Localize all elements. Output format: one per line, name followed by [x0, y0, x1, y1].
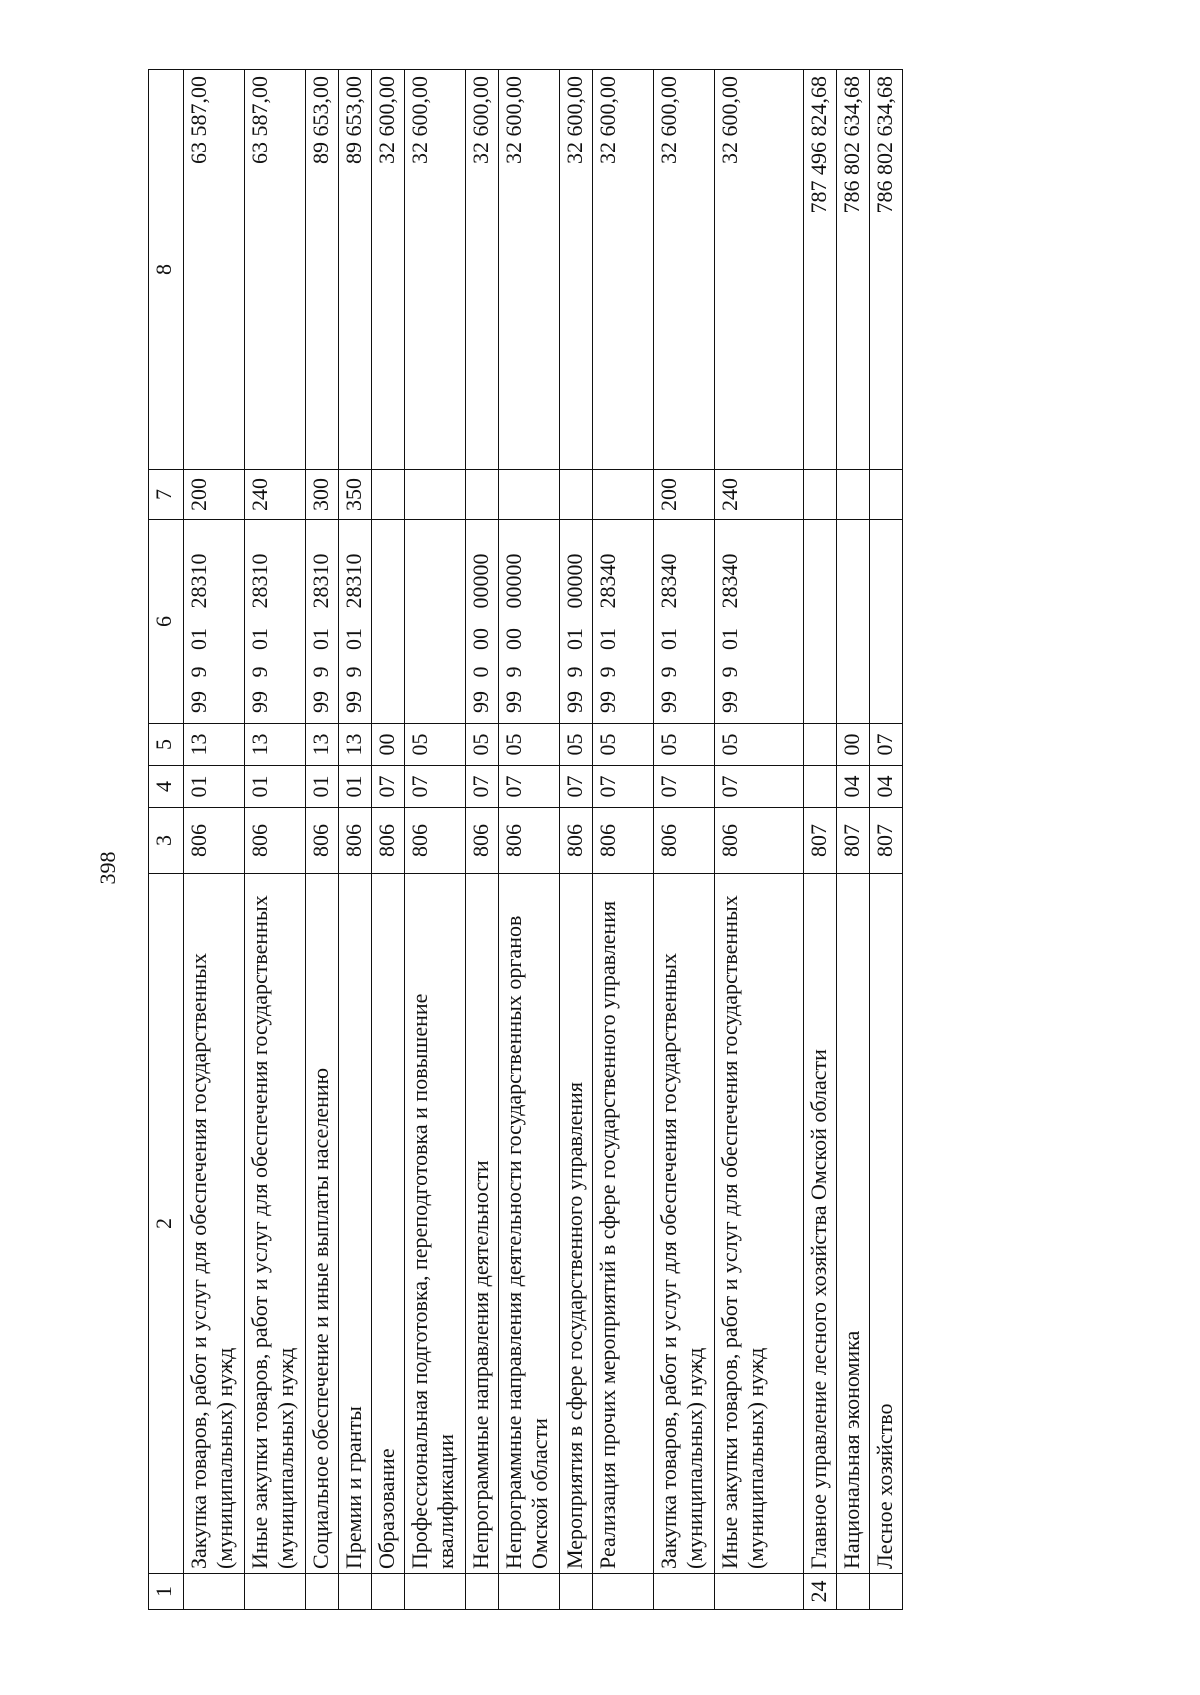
code-subsection: 00 — [837, 724, 870, 766]
code-target-article — [184, 520, 245, 724]
amount: 89 653,00 — [339, 70, 372, 470]
code-target-article — [245, 520, 306, 724]
code-subsection: 05 — [499, 724, 560, 766]
code-ministry: 806 — [245, 808, 306, 874]
amount: 63 587,00 — [245, 70, 306, 470]
row-number — [593, 1574, 654, 1610]
header-cell: 3 — [149, 808, 184, 874]
row-number — [837, 1574, 870, 1610]
code-expense-type — [466, 470, 499, 520]
amount: 63 587,00 — [184, 70, 245, 470]
code-segment: 00 — [468, 628, 493, 650]
row-name: Иные закупки товаров, работ и услуг для обеспечения государственных (муниципальных) нужд — [245, 874, 306, 1574]
code-segment: 01 — [308, 628, 333, 650]
table-row — [405, 70, 466, 1610]
code-ministry: 806 — [372, 808, 405, 874]
code-segment: 01 — [717, 628, 742, 650]
header-row — [149, 70, 184, 1610]
code-subsection: 13 — [184, 724, 245, 766]
row-name: Непрограммные направления деятельности — [466, 874, 499, 1574]
code-ministry: 806 — [184, 808, 245, 874]
table-row — [654, 70, 715, 1610]
code-segment: 00000 — [501, 553, 526, 609]
code-segment: 01 — [247, 628, 272, 650]
table-row — [593, 70, 654, 1610]
code-section: 01 — [339, 766, 372, 808]
code-segment: 01 — [595, 628, 620, 650]
code-segment: 28310 — [186, 553, 211, 609]
code-subsection: 05 — [654, 724, 715, 766]
code-subsection: 13 — [339, 724, 372, 766]
code-subsection: 13 — [245, 724, 306, 766]
code-expense-type — [405, 470, 466, 520]
code-target-article — [499, 520, 560, 724]
row-number — [715, 1574, 804, 1610]
row-name: Социальное обеспечение и иные выплаты населению — [306, 874, 339, 1574]
row-name: Реализация прочих мероприятий в сфере государственного управления — [593, 874, 654, 1574]
row-name: Образование — [372, 874, 405, 1574]
code-ministry: 806 — [560, 808, 593, 874]
amount: 32 600,00 — [499, 70, 560, 470]
row-name: Закупка товаров, работ и услуг для обеспечения государственных (муниципальных) нужд — [654, 874, 715, 1574]
row-name: Лесное хозяйство — [870, 874, 903, 1574]
amount: 786 802 634,68 — [870, 70, 903, 470]
row-number — [245, 1574, 306, 1610]
table-row — [560, 70, 593, 1610]
code-segment: 9 — [501, 666, 526, 678]
code-section: 07 — [593, 766, 654, 808]
code-section: 01 — [306, 766, 339, 808]
code-segment: 99 — [468, 691, 493, 713]
code-segment: 01 — [186, 628, 211, 650]
row-name: Иные закупки товаров, работ и услуг для обеспечения государственных (муниципальных) нужд — [715, 874, 804, 1574]
row-number — [870, 1574, 903, 1610]
code-target-article — [593, 520, 654, 724]
code-segment: 28340 — [656, 553, 681, 609]
code-segment: 00000 — [468, 553, 493, 609]
row-number — [372, 1574, 405, 1610]
amount: 32 600,00 — [405, 70, 466, 470]
code-segment: 99 — [656, 691, 681, 713]
table-row — [837, 70, 870, 1610]
code-section: 07 — [372, 766, 405, 808]
code-expense-type — [560, 470, 593, 520]
table-row — [245, 70, 306, 1610]
code-target-article — [339, 520, 372, 724]
row-number — [466, 1574, 499, 1610]
code-target-article — [715, 520, 804, 724]
code-expense-type: 240 — [715, 470, 804, 520]
row-name: Непрограммные направления деятельности государственных органов Омской области — [499, 874, 560, 1574]
amount: 32 600,00 — [560, 70, 593, 470]
amount: 89 653,00 — [306, 70, 339, 470]
code-ministry: 806 — [499, 808, 560, 874]
amount: 32 600,00 — [654, 70, 715, 470]
code-segment: 9 — [656, 666, 681, 678]
amount: 32 600,00 — [593, 70, 654, 470]
code-target-article — [804, 520, 837, 724]
code-section: 07 — [405, 766, 466, 808]
page-number: 398 — [95, 851, 120, 885]
header-cell: 5 — [149, 724, 184, 766]
code-ministry: 806 — [715, 808, 804, 874]
code-subsection: 05 — [593, 724, 654, 766]
code-ministry: 807 — [804, 808, 837, 874]
code-expense-type: 350 — [339, 470, 372, 520]
code-segment: 28340 — [717, 553, 742, 609]
code-section: 07 — [560, 766, 593, 808]
code-expense-type — [837, 470, 870, 520]
row-number — [184, 1574, 245, 1610]
row-name: Профессиональная подготовка, переподготовка и повышение квалификации — [405, 874, 466, 1574]
code-section — [804, 766, 837, 808]
code-segment: 00 — [501, 628, 526, 650]
row-name: Национальная экономика — [837, 874, 870, 1574]
amount: 32 600,00 — [466, 70, 499, 470]
code-segment: 9 — [341, 666, 366, 678]
code-segment: 28310 — [247, 553, 272, 609]
code-expense-type — [372, 470, 405, 520]
code-subsection: 07 — [870, 724, 903, 766]
header-cell: 6 — [149, 520, 184, 724]
budget-table — [148, 69, 903, 1610]
code-section: 07 — [466, 766, 499, 808]
code-expense-type: 200 — [184, 470, 245, 520]
code-target-article — [870, 520, 903, 724]
code-section: 04 — [870, 766, 903, 808]
header-cell: 4 — [149, 766, 184, 808]
code-target-article — [372, 520, 405, 724]
code-expense-type: 300 — [306, 470, 339, 520]
row-number — [405, 1574, 466, 1610]
code-target-article — [560, 520, 593, 724]
table-row — [339, 70, 372, 1610]
code-section: 01 — [184, 766, 245, 808]
code-segment: 99 — [595, 691, 620, 713]
code-ministry: 806 — [405, 808, 466, 874]
code-segment: 99 — [717, 691, 742, 713]
code-ministry: 807 — [870, 808, 903, 874]
code-ministry: 806 — [306, 808, 339, 874]
code-segment: 01 — [656, 628, 681, 650]
rotated-table-container — [148, 70, 1065, 1610]
code-target-article — [466, 520, 499, 724]
header-cell: 2 — [149, 874, 184, 1574]
row-name: Мероприятия в сфере государственного управления — [560, 874, 593, 1574]
table-row — [870, 70, 903, 1610]
table-row — [499, 70, 560, 1610]
code-segment: 01 — [562, 628, 587, 650]
code-segment: 99 — [308, 691, 333, 713]
code-segment: 9 — [562, 666, 587, 678]
row-number — [560, 1574, 593, 1610]
code-subsection: 05 — [560, 724, 593, 766]
code-section: 01 — [245, 766, 306, 808]
code-section: 07 — [715, 766, 804, 808]
header-cell: 8 — [149, 70, 184, 470]
code-segment: 00000 — [562, 553, 587, 609]
code-subsection: 13 — [306, 724, 339, 766]
code-segment: 99 — [186, 691, 211, 713]
code-target-article — [405, 520, 466, 724]
code-subsection: 00 — [372, 724, 405, 766]
code-section: 07 — [499, 766, 560, 808]
code-subsection — [804, 724, 837, 766]
code-segment: 99 — [247, 691, 272, 713]
table-row — [306, 70, 339, 1610]
code-segment: 99 — [341, 691, 366, 713]
code-ministry: 806 — [654, 808, 715, 874]
header-cell: 7 — [149, 470, 184, 520]
code-expense-type — [870, 470, 903, 520]
code-segment: 99 — [501, 691, 526, 713]
table-row — [715, 70, 804, 1610]
amount: 32 600,00 — [372, 70, 405, 470]
header-cell: 1 — [149, 1574, 184, 1610]
code-segment: 9 — [247, 666, 272, 678]
code-segment: 9 — [308, 666, 333, 678]
code-ministry: 806 — [339, 808, 372, 874]
code-segment: 9 — [595, 666, 620, 678]
code-expense-type — [804, 470, 837, 520]
code-segment: 9 — [717, 666, 742, 678]
code-section: 07 — [654, 766, 715, 808]
row-number: 24 — [804, 1574, 837, 1610]
code-ministry: 806 — [593, 808, 654, 874]
code-expense-type — [499, 470, 560, 520]
row-number — [654, 1574, 715, 1610]
row-name: Премии и гранты — [339, 874, 372, 1574]
row-number — [339, 1574, 372, 1610]
code-subsection: 05 — [466, 724, 499, 766]
code-expense-type: 200 — [654, 470, 715, 520]
code-ministry: 806 — [466, 808, 499, 874]
code-segment: 28340 — [595, 553, 620, 609]
code-ministry: 807 — [837, 808, 870, 874]
code-target-article — [654, 520, 715, 724]
code-target-article — [837, 520, 870, 724]
amount: 787 496 824,68 — [804, 70, 837, 470]
row-name: Главное управление лесного хозяйства Омской области — [804, 874, 837, 1574]
row-number — [499, 1574, 560, 1610]
code-segment: 99 — [562, 691, 587, 713]
code-section: 04 — [837, 766, 870, 808]
code-expense-type: 240 — [245, 470, 306, 520]
code-target-article — [306, 520, 339, 724]
code-segment: 28310 — [341, 553, 366, 609]
code-segment: 28310 — [308, 553, 333, 609]
code-subsection: 05 — [405, 724, 466, 766]
code-segment: 9 — [186, 666, 211, 678]
row-number — [306, 1574, 339, 1610]
code-segment: 0 — [468, 666, 493, 678]
table-row — [184, 70, 245, 1610]
code-segment: 01 — [341, 628, 366, 650]
table-body — [184, 70, 903, 1610]
amount: 786 802 634,68 — [837, 70, 870, 470]
code-expense-type — [593, 470, 654, 520]
row-name: Закупка товаров, работ и услуг для обеспечения государственных (муниципальных) нужд — [184, 874, 245, 1574]
table-row — [372, 70, 405, 1610]
table-row — [466, 70, 499, 1610]
code-subsection: 05 — [715, 724, 804, 766]
table-row — [804, 70, 837, 1610]
amount: 32 600,00 — [715, 70, 804, 470]
